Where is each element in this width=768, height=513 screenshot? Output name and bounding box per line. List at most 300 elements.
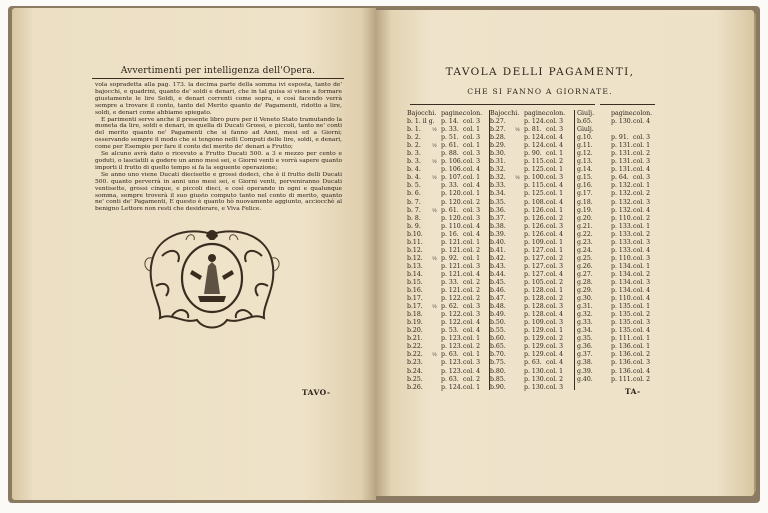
table-row: [490, 319, 570, 327]
page-number: p. 131.: [611, 158, 633, 166]
table-row: [490, 279, 570, 287]
table-row: [490, 271, 570, 279]
entry-label: b.80.: [490, 367, 506, 375]
entry-label: b. 7.: [407, 198, 421, 206]
table-row: [490, 166, 570, 174]
entry-label: b.70.: [490, 351, 506, 359]
table-row: [577, 239, 657, 247]
page-number: p. 110.: [611, 254, 633, 262]
column-number: col. 4: [463, 367, 481, 375]
fraction: [515, 158, 524, 166]
table-row: [490, 142, 570, 150]
column-number: col. 3: [463, 311, 481, 319]
fraction: [515, 384, 524, 392]
column-number: col. 1: [546, 367, 564, 375]
column-number: col. 4: [463, 166, 481, 174]
table-row: [577, 174, 657, 182]
column-number: col. 2: [463, 295, 481, 303]
table-row: [577, 311, 657, 319]
fraction: [432, 166, 441, 174]
page-number: p. 129.: [524, 327, 546, 335]
entry-label: b.41.: [490, 246, 506, 254]
catchword-right: TA-: [625, 387, 641, 396]
column-number: col. 1: [546, 190, 564, 198]
entry-label: g.39.: [577, 367, 593, 375]
entry-label: b.15.: [407, 278, 423, 286]
entry-label: b.40.: [490, 238, 506, 246]
page-number: p. 109.: [524, 238, 546, 246]
page-number: p. 136.: [611, 343, 633, 351]
table-row: [407, 150, 487, 158]
table-row: [577, 303, 657, 311]
column-number: col. 3: [546, 118, 564, 126]
page-number: p. 124.: [524, 118, 546, 126]
column-number: col. 1: [633, 182, 651, 190]
entry-label: g.27.: [577, 270, 593, 278]
column-number: col. 2: [463, 198, 481, 206]
entry-label: g.19.: [577, 206, 593, 214]
table-row: [490, 215, 570, 223]
table-row: [407, 199, 487, 207]
entry-label: b.46.: [490, 287, 506, 295]
fraction: [515, 247, 524, 255]
entry-label: g.12.: [577, 150, 593, 158]
page-number: p. 132.: [611, 198, 633, 206]
page-number: p. 121.: [441, 270, 463, 278]
fraction: [432, 215, 441, 223]
table-row: [577, 166, 657, 174]
page-number: p. 120.: [441, 214, 463, 222]
entry-label: b. 7.: [407, 206, 421, 214]
fraction: [515, 239, 524, 247]
entry-label: b.44.: [490, 270, 506, 278]
page-number: p. 64.: [611, 174, 629, 182]
ornamental-vignette: [142, 226, 282, 334]
column-number: col. 1: [633, 343, 651, 351]
page-number: p. 61.: [441, 206, 459, 214]
table-row: [577, 126, 657, 134]
column-number: col. 2: [546, 295, 564, 303]
table-row: [577, 359, 657, 367]
page-number: p. 33.: [441, 182, 459, 190]
entry-label: g.10.: [577, 134, 593, 142]
column-number: col. 1: [463, 126, 481, 134]
column-number: col. 2: [546, 335, 564, 343]
page-number: p. 115.: [524, 158, 546, 166]
entry-label: b.60.: [490, 335, 506, 343]
table-row: [490, 311, 570, 319]
paragraph: vola sopradetta alla pag. 173. la decima parte della somma ivi esposta, tanto de' bajocchi, e quadrini, quanto de' soldi e denari, che in tal guisa si viene a formare giustamente le lire Soldi, e denari correnti come sopra, e così facendo verrà sempre a trovare il conto, tanto del Merito quanto de' Pagamenti, ridotto a lire, soldi, e denari come abbiamo spiegato.: [95, 82, 342, 116]
page-number: p. 122.: [441, 295, 463, 303]
column-number: col. 3: [546, 343, 564, 351]
column-number: col. 1: [633, 303, 651, 311]
entry-label: b.27.: [490, 126, 506, 134]
table-row: [577, 215, 657, 223]
column-number: col. 1: [463, 383, 481, 391]
table-row: [407, 215, 487, 223]
fraction: [515, 255, 524, 263]
table-subtitle: CHE SI FANNO A GIORNATE.: [467, 87, 613, 96]
column-number: col. 4: [633, 166, 651, 174]
fraction: [515, 303, 524, 311]
page-number: p. 100.: [524, 174, 546, 182]
column-number: col. 2: [463, 375, 481, 383]
fraction: [515, 343, 524, 351]
entry-label: g.22.: [577, 230, 593, 238]
column-number: col. 2: [546, 375, 564, 383]
entry-label: b. 2.: [407, 134, 421, 142]
table-row: [577, 199, 657, 207]
table-row: [407, 368, 487, 376]
page-number: p. 128.: [524, 287, 546, 295]
fraction: [515, 376, 524, 384]
entry-label: g.33.: [577, 319, 593, 327]
entry-label: b.32.: [490, 174, 506, 182]
page-number: p. 126.: [524, 214, 546, 222]
table-row: [490, 384, 570, 392]
table-row: [407, 311, 487, 319]
column-number: col. 1: [463, 254, 481, 262]
entry-label: b. 4.: [407, 174, 421, 182]
column-number: col. 3: [463, 303, 481, 311]
page-number: p. 136.: [611, 351, 633, 359]
page-number: p. 33.: [441, 126, 459, 134]
entry-label: b.55.: [490, 327, 506, 335]
entry-label: b.49.: [490, 311, 506, 319]
table-row: [577, 207, 657, 215]
column-number: col. 4: [633, 118, 651, 126]
entry-label: b.37.: [490, 214, 506, 222]
column-number: col. 1: [463, 174, 481, 182]
table-row: [490, 199, 570, 207]
page-number: p. 128.: [524, 295, 546, 303]
entry-label: b.31.: [490, 158, 506, 166]
entry-label: g.30.: [577, 295, 593, 303]
column-number: col. 3: [463, 118, 481, 126]
column-number: col. 3: [463, 158, 481, 166]
running-head: Avvertimenti per intelligenza dell'Opera.: [120, 66, 316, 76]
entry-label: g.38.: [577, 359, 593, 367]
header-cell: colon.: [546, 110, 566, 117]
table-row: [577, 255, 657, 263]
page-number: p. 124.: [441, 383, 463, 391]
column-number: col. 3: [633, 254, 651, 262]
entry-label: g.24.: [577, 246, 593, 254]
column-number: col. 1: [546, 166, 564, 174]
table-row: [407, 182, 487, 190]
table-row: [577, 279, 657, 287]
column-number: col. 3: [633, 238, 651, 246]
page-number: p. 121.: [441, 287, 463, 295]
page-number: p. 136.: [611, 367, 633, 375]
fraction: [432, 150, 441, 158]
table-row: [407, 376, 487, 384]
table-row: [407, 158, 487, 166]
entry-label: g.26.: [577, 262, 593, 270]
table-row: [407, 384, 487, 392]
entry-label: b. 9.: [407, 222, 421, 230]
fraction: [432, 223, 441, 231]
fraction: [432, 343, 441, 351]
entry-label: Giulj.: [577, 126, 594, 134]
column-number: col. 2: [633, 230, 651, 238]
fraction: [432, 311, 441, 319]
page-number: p. 62.: [441, 303, 459, 311]
page-number: p. 131.: [611, 166, 633, 174]
column-number: col. 2: [633, 150, 651, 158]
page-number: p. 120.: [441, 190, 463, 198]
page-number: p. 125.: [524, 166, 546, 174]
header-cell: Bajocchi.: [490, 110, 520, 117]
fraction: [515, 223, 524, 231]
table-row: [407, 351, 487, 359]
table-row: [407, 343, 487, 351]
table-row: [407, 174, 487, 182]
entry-label: b.29.: [490, 142, 506, 150]
page-number: p. 123.: [441, 335, 463, 343]
fraction: [432, 319, 441, 327]
page-number: p. 120.: [441, 198, 463, 206]
header-cell: pagine.: [441, 110, 465, 117]
fraction: [515, 263, 524, 271]
table-row: [490, 134, 570, 142]
column-number: col. 4: [546, 142, 564, 150]
entry-label: b.33.: [490, 182, 506, 190]
fraction: ½: [432, 175, 437, 182]
entry-label: b.65.: [490, 343, 506, 351]
fraction: [515, 351, 524, 359]
column-number: col. 4: [546, 270, 564, 278]
entry-label: b.50.: [490, 319, 506, 327]
entry-label: g.11.: [577, 142, 593, 150]
fraction: [432, 199, 441, 207]
column-number: col. 4: [463, 182, 481, 190]
page-number: p. 130.: [524, 367, 546, 375]
entry-label: g.34.: [577, 327, 593, 335]
paragraph: Se anno uno viene Ducati diecisette e grossi dodeci, che è il frutto delli Ducati 500. quanto perverrà in anni uno mesi sei, e Giorni venti, perveniranno Ducati ventisette, grossi cinque, e piccoli dieci, e così operando in ogni e qualunque somma, sempre troverà il suo giusto computo tanto nel conto di merito, quanto ne' conti de' Pagamenti, E questo è quanto hò nuovamente aggiunto, acciocchè al benigno Lettore non resti che desiderare, e Viva Felice.: [95, 171, 342, 213]
column-number: col. 2: [633, 311, 651, 319]
table-row: [407, 327, 487, 335]
entry-label: b.22.: [407, 343, 423, 351]
page-number: p. 127.: [524, 262, 546, 270]
page-number: p. 132.: [611, 190, 633, 198]
entry-label: b.19.: [407, 319, 423, 327]
page-number: p. 133.: [611, 222, 633, 230]
table-row: [577, 118, 657, 126]
column-number: col. 1: [463, 190, 481, 198]
title-rule-right: [600, 104, 655, 105]
entry-label: g.21.: [577, 222, 593, 230]
table-row: [577, 263, 657, 271]
fraction: [515, 182, 524, 190]
column-number: col. 3: [546, 262, 564, 270]
page-number: p. 106.: [441, 158, 463, 166]
column-number: col. 4: [633, 367, 651, 375]
entry-label: g.35.: [577, 335, 593, 343]
header-cell: Bajocchi.: [407, 110, 437, 117]
table-row: [577, 271, 657, 279]
page-number: p. 127.: [524, 246, 546, 254]
table-row: [490, 287, 570, 295]
table-header: [407, 110, 487, 118]
table-row: [577, 150, 657, 158]
page-number: p. 107.: [441, 174, 463, 182]
page-number: p. 128.: [524, 311, 546, 319]
header-cell: pagine.: [611, 110, 635, 117]
table-row: [407, 239, 487, 247]
column-number: col. 4: [546, 134, 564, 142]
catchword-left: TAVO-: [302, 388, 331, 397]
fraction: ½: [432, 352, 437, 359]
table-row: [577, 376, 657, 384]
fraction: [515, 295, 524, 303]
page-number: p. 133.: [611, 230, 633, 238]
table-header: [577, 110, 657, 118]
fraction: [515, 311, 524, 319]
column-number: col. 1: [633, 222, 651, 230]
entry-label: b. 3.: [407, 158, 421, 166]
column-number: col. 1: [633, 262, 651, 270]
column-number: col. 1: [633, 335, 651, 343]
entry-label: b.28.: [490, 134, 506, 142]
fraction: [515, 319, 524, 327]
entry-label: b. 1.: [407, 126, 421, 134]
entry-label: g.14.: [577, 166, 593, 174]
title-rule: [410, 104, 595, 105]
fraction: [515, 279, 524, 287]
column-number: col. 3: [546, 383, 564, 391]
fraction: [515, 359, 524, 367]
column-number: col. 2: [463, 287, 481, 295]
column-number: col. 4: [546, 198, 564, 206]
table-row: [577, 190, 657, 198]
column-number: col. 2: [633, 270, 651, 278]
entry-label: b.11.: [407, 238, 423, 246]
table-row: [490, 247, 570, 255]
table-row: [490, 174, 570, 182]
table-row: [490, 255, 570, 263]
page-number: p. 131.: [611, 150, 633, 158]
entry-label: b. 5.: [407, 182, 421, 190]
entry-label: b.26.: [407, 383, 423, 391]
table-column-group-1: [407, 110, 487, 392]
table-row: [490, 368, 570, 376]
column-number: col. 4: [633, 295, 651, 303]
entry-label: b.39.: [490, 230, 506, 238]
entry-label: b. 2.: [407, 142, 421, 150]
page-number: p. 135.: [611, 327, 633, 335]
paragraph: Se alcuno avrà dato o ricevuto a Frutto Ducati 500. a 3 e mezzo per cento e goduti, o lasciatili a godere un anno mesi sei, e Giorni venti e vorrà sapere quanto importi il frutto di quello tempo si fa la seguente operazione;: [95, 151, 342, 171]
column-number: col. 4: [546, 230, 564, 238]
table-row: [490, 359, 570, 367]
paragraph: E parimenti serve anche il presente libro pure per il Veneto Stato tramutando la moneta da lire, soldi e denari, in quella di Ducati Grossi, e piccoli, tanto ne' conti del merito quanto ne' Pagamenti che si fanno ad Anni, mesi ed a Giorni; osservando sempre il modo che si tengono nelli Computi delle lire, soldi, e denari, come per Esempio per fare il conto del merito de' denari a Frutto;: [95, 116, 342, 151]
header-cell: Giulj.: [577, 110, 595, 117]
column-number: col. 4: [633, 327, 651, 335]
fraction: [432, 295, 441, 303]
entry-label: g.16.: [577, 182, 593, 190]
table-row: [490, 351, 570, 359]
page-number: p. 121.: [441, 262, 463, 270]
page-number: p. 122.: [441, 311, 463, 319]
page-number: p. 126.: [524, 206, 546, 214]
page-number: p. 63.: [441, 375, 459, 383]
fraction: [515, 287, 524, 295]
column-number: col. 1: [463, 335, 481, 343]
column-number: col. 2: [633, 190, 651, 198]
entry-label: g.28.: [577, 278, 593, 286]
entry-label: b. 4.: [407, 166, 421, 174]
column-number: col. 4: [463, 270, 481, 278]
fraction: [432, 279, 441, 287]
column-number: col. 4: [463, 319, 481, 327]
header-cell: colon.: [633, 110, 653, 117]
column-number: col. 2: [463, 246, 481, 254]
column-number: col. 4: [546, 182, 564, 190]
page-number: p. 111.: [611, 375, 633, 383]
table-row: [407, 319, 487, 327]
page-number: p. 88.: [441, 150, 459, 158]
table-row: [407, 287, 487, 295]
table-row: [407, 247, 487, 255]
fraction: [432, 190, 441, 198]
page-number: p. 91.: [611, 134, 629, 142]
entry-label: b.12.: [407, 246, 423, 254]
page-number: p. 134.: [611, 262, 633, 270]
column-number: col. 3: [463, 134, 481, 142]
table-row: [577, 231, 657, 239]
table-row: [577, 182, 657, 190]
entry-label: g.32.: [577, 311, 593, 319]
column-number: col. 1: [546, 246, 564, 254]
table-row: [490, 118, 570, 126]
column-number: col. 2: [546, 278, 564, 286]
column-number: col. 1: [546, 238, 564, 246]
column-number: col. 4: [546, 359, 564, 367]
fraction: [432, 359, 441, 367]
column-number: col. 4: [633, 206, 651, 214]
entry-label: b.14.: [407, 270, 423, 278]
entry-label: g.37.: [577, 351, 593, 359]
table-row: [490, 223, 570, 231]
entry-label: b.38.: [490, 222, 506, 230]
fraction: ½: [432, 255, 437, 262]
entry-label: b.18.: [407, 311, 423, 319]
fraction: [432, 376, 441, 384]
column-number: col. 4: [633, 287, 651, 295]
fraction: [432, 247, 441, 255]
page-number: p. 126.: [524, 222, 546, 230]
page-number: p. 134.: [611, 278, 633, 286]
page-number: p. 135.: [611, 303, 633, 311]
page-number: p. 135.: [611, 319, 633, 327]
page-number: p. 121.: [441, 238, 463, 246]
header-cell: [432, 110, 441, 118]
column-number: col. 3: [546, 303, 564, 311]
entry-label: g.15.: [577, 174, 593, 182]
page-number: p. 130.: [611, 118, 633, 126]
fraction: [432, 182, 441, 190]
page-number: [611, 126, 633, 134]
entry-label: b.42.: [490, 254, 506, 262]
column-number: col. 1: [463, 351, 481, 359]
table-column-group-2: [490, 110, 570, 392]
page-number: p. 127.: [524, 254, 546, 262]
entry-label: g.36.: [577, 343, 593, 351]
column-number: col. 4: [546, 351, 564, 359]
page-number: p. 123.: [441, 359, 463, 367]
page-number: p. 105.: [524, 278, 546, 286]
entry-label: b.65.: [577, 118, 593, 126]
